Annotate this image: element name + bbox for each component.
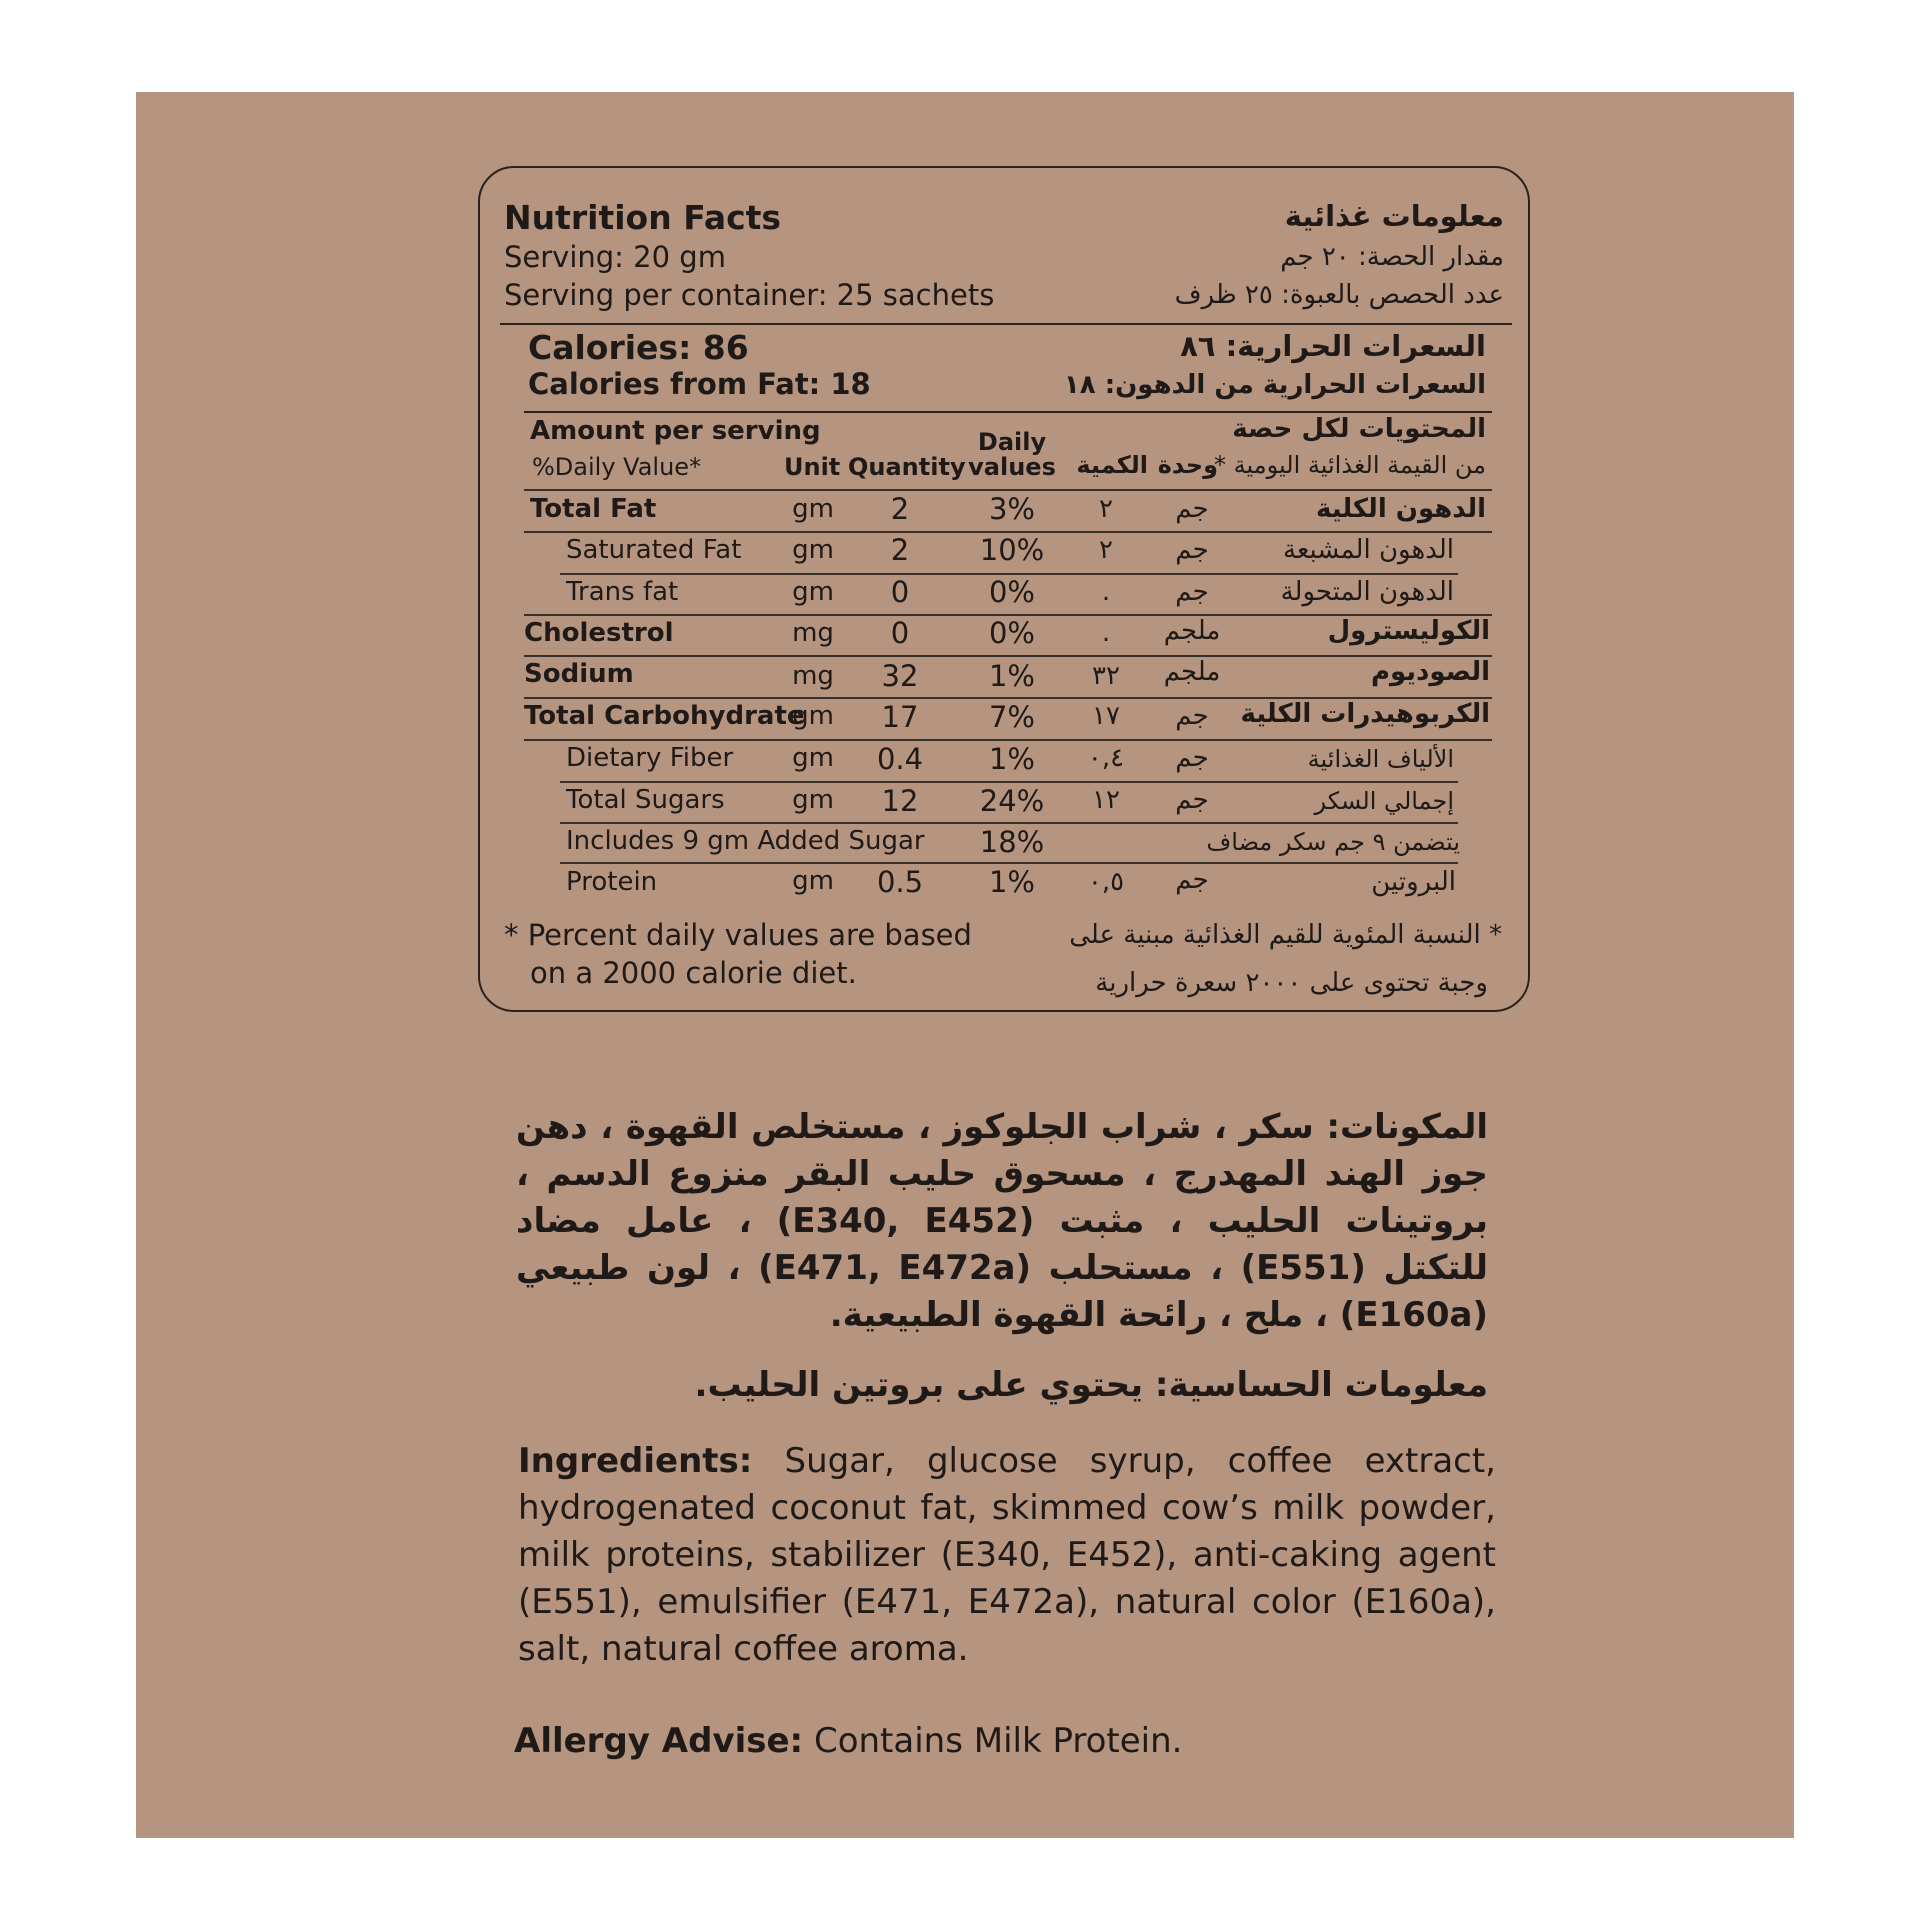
row-divider xyxy=(560,862,1458,864)
nutrient-name: Saturated Fat xyxy=(566,535,742,565)
nutrient-unit-ar: ملجم xyxy=(1163,616,1221,646)
nutrient-quantity-ar: ١٧ xyxy=(1092,701,1120,731)
allergy-ar-text: يحتوي على بروتين الحليب. xyxy=(694,1365,1155,1405)
nutrient-quantity-ar: . xyxy=(1101,577,1111,607)
nutrition-facts-title-ar: معلومات غذائية xyxy=(1284,199,1504,233)
nutrient-daily-value: 7% xyxy=(988,700,1035,734)
nutrient-daily-value: 3% xyxy=(988,492,1035,526)
footnote-en-line2: on a 2000 calorie diet. xyxy=(530,956,857,990)
nutrient-name-ar: الصوديوم xyxy=(1370,657,1490,687)
nutrient-unit-ar: جم xyxy=(1175,785,1209,815)
table-header-divider xyxy=(524,489,1492,491)
unit-header-ar: وحدة xyxy=(1157,451,1218,479)
nutrient-quantity: 2 xyxy=(890,492,910,526)
nutrient-daily-value: 1% xyxy=(988,742,1035,776)
nutrient-unit: gm xyxy=(792,785,834,815)
nutrient-name: Protein xyxy=(566,867,658,897)
header-divider xyxy=(500,323,1512,325)
nutrient-name: Cholestrol xyxy=(524,618,674,648)
row-divider xyxy=(560,781,1458,783)
nutrient-name-ar: الكوليسترول xyxy=(1327,616,1490,646)
nutrient-daily-value: 24% xyxy=(979,784,1045,818)
added-sugar-note: Includes 9 gm Added Sugar xyxy=(566,826,925,856)
calories-from-fat-ar: السعرات الحرارية من الدهون: ١٨ xyxy=(1063,370,1486,400)
nutrient-quantity: 32 xyxy=(881,659,919,693)
ingredients-en-text: Sugar, glucose syrup, coffee extract, hydrogenated coconut fat, skimmed cow’s milk powder, milk proteins, stabilizer (E340, E452), anti-caking agent (E551), emulsifier (E471, E472a), natural color (E160a), salt, natural coffee aroma. xyxy=(518,1441,1496,1669)
nutrient-name: Trans fat xyxy=(566,577,679,607)
nutrient-daily-value: 10% xyxy=(979,533,1045,567)
nutrient-quantity-ar: . xyxy=(1101,618,1111,648)
nutrient-name: Sodium xyxy=(524,659,634,689)
nutrient-quantity-ar: ٢ xyxy=(1099,535,1113,565)
nutrient-unit-ar: جم xyxy=(1175,535,1209,565)
row-divider xyxy=(560,822,1458,824)
nutrient-quantity-ar: ١٢ xyxy=(1092,785,1120,815)
serving-size-en: Serving: 20 gm xyxy=(504,240,726,274)
nutrient-quantity: 17 xyxy=(881,700,919,734)
allergy-ar xyxy=(516,1362,1488,1409)
nutrient-quantity: 2 xyxy=(890,533,910,567)
nutrient-unit: gm xyxy=(792,866,834,896)
nutrient-unit: gm xyxy=(792,535,834,565)
allergy-en xyxy=(514,1718,1494,1765)
calories-ar: السعرات الحرارية: ٨٦ xyxy=(1180,329,1486,363)
nutrient-unit: gm xyxy=(792,494,834,524)
nutrient-unit: mg xyxy=(792,661,834,691)
nutrient-daily-value: 18% xyxy=(979,825,1045,859)
serving-size-ar: مقدار الحصة: ٢٠ جم xyxy=(1280,242,1504,272)
nutrient-quantity: 0 xyxy=(890,575,910,609)
servings-per-container-ar: عدد الحصص بالعبوة: ٢٥ ظرف xyxy=(1174,280,1504,310)
nutrient-daily-value: 1% xyxy=(988,659,1035,693)
row-divider xyxy=(524,739,1492,741)
nutrient-name-ar: الدهون المشبعة xyxy=(1283,535,1454,565)
ingredients-ar xyxy=(516,1104,1488,1339)
nutrient-unit: gm xyxy=(792,701,834,731)
amount-per-serving-ar: المحتويات لكل حصة xyxy=(1232,414,1486,444)
nutrient-quantity: 0 xyxy=(890,616,910,650)
calories-divider xyxy=(524,411,1492,413)
added-sugar-note-ar: يتضمن ٩ جم سكر مضاف xyxy=(1206,828,1460,856)
footnote-en-line1: * Percent daily values are based xyxy=(504,918,972,952)
allergy-en-text: Contains Milk Protein. xyxy=(803,1721,1183,1761)
calories-from-fat-en: Calories from Fat: 18 xyxy=(528,367,871,401)
nutrient-daily-value: 0% xyxy=(988,616,1035,650)
daily-values-header-line1: Daily xyxy=(977,428,1047,456)
nutrient-quantity-ar: ٣٢ xyxy=(1092,661,1120,691)
nutrient-name-ar: البروتين xyxy=(1371,867,1456,897)
nutrient-unit-ar: ملجم xyxy=(1163,657,1221,687)
nutrient-daily-value: 0% xyxy=(988,575,1035,609)
nutrient-quantity: 0.4 xyxy=(876,742,924,776)
nutrient-unit-ar: جم xyxy=(1175,701,1209,731)
nutrient-name: Total Carbohydrate xyxy=(524,701,805,731)
nutrient-name-ar: الدهون المتحولة xyxy=(1280,577,1454,607)
nutrient-daily-value: 1% xyxy=(988,865,1035,899)
footnote-ar-line2: وجبة تحتوى على ٢٠٠٠ سعرة حرارية xyxy=(1095,968,1488,998)
nutrient-quantity-ar: ٠,٥ xyxy=(1087,867,1125,897)
nutrient-name-ar: الدهون الكلية xyxy=(1315,494,1486,524)
nutrient-name-ar: الكربوهيدرات الكلية xyxy=(1240,699,1490,729)
servings-per-container-en: Serving per container: 25 sachets xyxy=(504,278,995,312)
ingredients-ar-text: سكر ، شراب الجلوكوز ، مستخلص القهوة ، دهن جوز الهند المهدرج ، مسحوق حليب البقر منزوع الدسم ، بروتينات الحليب ، مثبت (E340, E452) ، عامل مضاد للتكتل (E551) ، مستحلب (E471, E472a) ، لون طبيعي (E160a) ، ملح ، رائحة القهوة الطبيعية. xyxy=(516,1107,1488,1335)
nutrient-unit-ar: جم xyxy=(1175,743,1209,773)
nutrient-unit-ar: جم xyxy=(1175,577,1209,607)
nutrient-quantity: 12 xyxy=(881,784,919,818)
allergy-en-label: Allergy Advise: xyxy=(514,1721,804,1761)
nutrient-unit: gm xyxy=(792,577,834,607)
daily-value-ar: من القيمة الغذائية اليومية * xyxy=(1214,451,1486,479)
ingredients-en-label: Ingredients: xyxy=(518,1441,753,1481)
ingredients-en xyxy=(518,1438,1496,1673)
calories-en: Calories: 86 xyxy=(528,328,749,367)
row-divider xyxy=(524,655,1492,657)
nutrient-quantity-ar: ٠,٤ xyxy=(1087,743,1125,773)
quantity-header-ar: الكمية xyxy=(1076,451,1148,479)
quantity-header: Quantity xyxy=(848,453,966,481)
nutrition-facts-title: Nutrition Facts xyxy=(504,198,782,237)
nutrient-name: Dietary Fiber xyxy=(566,743,734,773)
nutrient-unit: gm xyxy=(792,743,834,773)
nutrient-unit-ar: جم xyxy=(1175,865,1209,895)
allergy-ar-label: معلومات الحساسية: xyxy=(1154,1365,1488,1405)
nutrient-name-ar: الألياف الغذائية xyxy=(1307,745,1454,773)
nutrient-name-ar: إجمالي السكر xyxy=(1314,787,1454,815)
nutrient-name: Total Sugars xyxy=(566,785,725,815)
nutrient-unit: mg xyxy=(792,618,834,648)
daily-values-header-line2: values xyxy=(968,453,1056,481)
nutrient-unit-ar: جم xyxy=(1175,494,1209,524)
amount-per-serving-label: Amount per serving xyxy=(530,416,821,446)
daily-value-label: %Daily Value* xyxy=(532,453,702,481)
nutrient-name: Total Fat xyxy=(530,494,657,524)
nutrient-quantity: 0.5 xyxy=(876,865,924,899)
ingredients-ar-label: المكونات: xyxy=(1326,1107,1488,1147)
unit-header: Unit xyxy=(784,453,841,481)
footnote-ar-line1: * النسبة المئوية للقيم الغذائية مبنية على xyxy=(1069,920,1502,950)
nutrient-quantity-ar: ٢ xyxy=(1099,494,1113,524)
